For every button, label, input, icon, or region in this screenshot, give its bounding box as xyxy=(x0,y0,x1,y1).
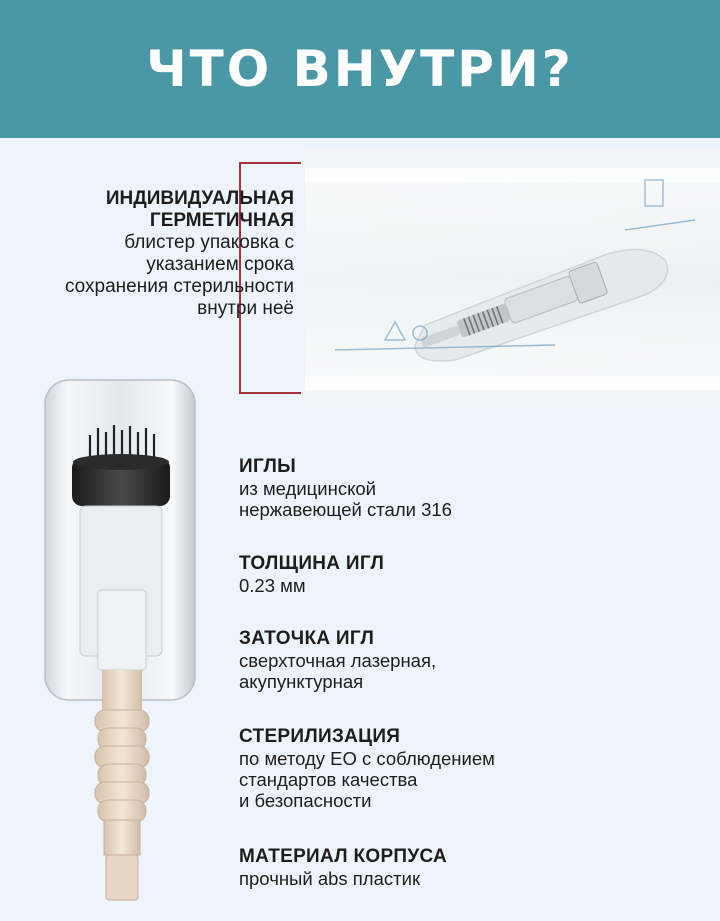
blister-pack-image xyxy=(305,150,720,408)
spec-description: сверхточная лазерная, акупунктурная xyxy=(239,650,437,692)
spec-title: СТЕРИЛИЗАЦИЯ xyxy=(239,726,401,747)
package-desc-line: указанием срока xyxy=(146,254,294,275)
page-title: ЧТО ВНУТРИ? xyxy=(146,40,574,98)
spec-description: из медицинской нержавеющей стали 316 xyxy=(239,478,452,520)
package-desc-line: внутри неё xyxy=(197,298,294,319)
spec-item-material xyxy=(239,845,709,889)
bracket-bottom-tick xyxy=(239,392,301,394)
spec-title: ЗАТОЧКА ИГЛ xyxy=(239,628,375,649)
spec-item-sharpening xyxy=(239,627,709,692)
package-title-line1: ИНДИВИДУАЛЬНАЯ xyxy=(105,188,294,209)
needle-cartridge-illustration xyxy=(40,370,210,910)
spec-item-needles xyxy=(239,455,709,520)
package-desc-line: сохранения стерильности xyxy=(64,276,294,297)
spec-title: ИГЛЫ xyxy=(239,456,297,477)
spec-title: ТОЛЩИНА ИГЛ xyxy=(239,553,385,574)
spec-description: 0.23 мм xyxy=(239,575,306,596)
blister-pack-illustration xyxy=(305,150,720,408)
package-title-line2: ГЕРМЕТИЧНАЯ xyxy=(149,210,294,231)
header-banner xyxy=(0,0,720,138)
spec-description: по методу ЕО с соблюдением стандартов качества и безопасности xyxy=(239,748,495,811)
spec-title: МАТЕРИАЛ КОРПУСА xyxy=(239,846,448,867)
package-description xyxy=(0,188,294,320)
bracket-top-tick xyxy=(239,162,301,164)
spec-item-thickness xyxy=(239,552,709,596)
package-desc-line: блистер упаковка с xyxy=(124,232,294,253)
spec-item-sterilization xyxy=(239,725,709,811)
needle-cartridge-image xyxy=(40,370,210,910)
spec-description: прочный abs пластик xyxy=(239,868,421,889)
